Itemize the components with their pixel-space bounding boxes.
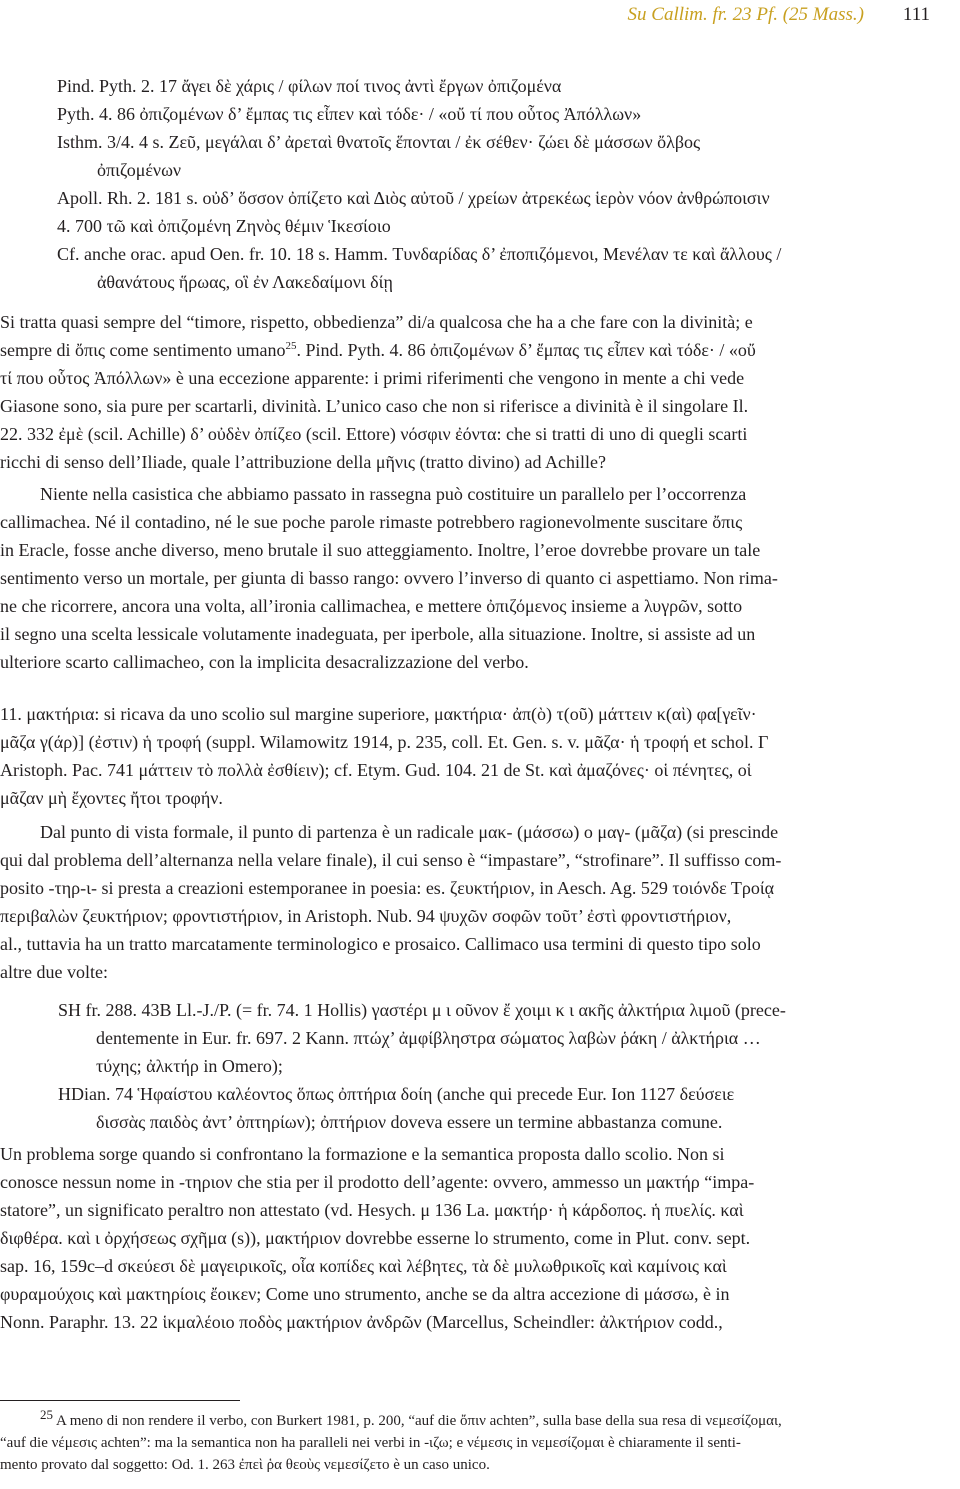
paragraph-line: 22. 332 ἐμὲ (scil. Achille) δ’ οὐδὲν ὀπίζεο (scil. Ettore) νόσφιν ἐόντα: che si tratti di uno di quegli scarti <box>0 424 748 444</box>
quote-line: δισσὰς παιδὸς ἀντ’ ὀπτηρίων); ὀπτήριον doveva essere un termine abbastanza comune. <box>96 1112 723 1132</box>
paragraph-line: διφθέρα. καὶ ι ὀρχήσεως σχῆμα (s)), μακτήριον dovrebbe esserne lo strumento, come in Plut. conv. sept. <box>0 1228 751 1248</box>
footnote-ref: 25 <box>285 340 297 352</box>
paragraph-line: Aristoph. Pac. 741 μάττειν τὸ πολλὰ ἐσθίειν); cf. Etym. Gud. 104. 21 de St. καὶ ἀμαζόνες· οἱ πένητες, οἱ <box>0 760 752 780</box>
quote-line: τύχης; ἀλκτήρ in Omero); <box>96 1056 283 1076</box>
paragraph-line: conosce nessun nome in -τηριον che stia per il prodotto dell’agente: ovvero, ammesso un μακτήρ “impa- <box>0 1172 755 1192</box>
text-run: . Pind. Pyth. 4. 86 ὀπιζομένων δ’ ἔμπας τις εἶπεν καὶ τόδε· / «οὔ <box>296 340 756 360</box>
paragraph-line: μᾶζαν μὴ ἔχοντες ἤτοι τροφήν. <box>0 788 223 808</box>
quote-line: dentemente in Eur. fr. 697. 2 Kann. πτώχ’ ἀμφίβληστρα σώματος λαβὼν ῥάκη / ἀλκτήρια … <box>96 1028 761 1048</box>
paragraph-line: al., tuttavia ha un tratto marcatamente terminologico e prosaico. Callimaco usa termini di questo tipo solo <box>0 934 761 954</box>
paragraph-line: Niente nella casistica che abbiamo passato in rassegna può costituire un parallelo per l’occorrenza <box>40 484 747 504</box>
running-title: Su Callim. fr. 23 Pf. (25 Mass.) <box>627 4 864 25</box>
paragraph-line: μᾶζα γ(άρ)] (ἐστιν) ἡ τροφή (suppl. Wilamowitz 1914, p. 235, coll. Et. Gen. s. v. μᾶζα· ἡ τροφή et schol. Γ <box>0 732 769 752</box>
footnote-line: “auf die νέμεσις achten”: ma la semantica non ha paralleli nei verbi in -ιζω; e νέμεσις in νεμεσίζομαι è chiaramente il senti- <box>0 1435 741 1451</box>
footnote-line: mento provato dal soggetto: Od. 1. 263 ἐπεὶ ῥα θεοὺς νεμεσίζετο è un caso unico. <box>0 1457 490 1473</box>
paragraph-line: callimachea. Né il contadino, né le sue poche parole rimaste potrebbero ragionevolmente suscitare ὄπις <box>0 512 743 532</box>
footnote-rule <box>0 1400 240 1401</box>
running-head <box>30 4 930 32</box>
paragraph-line: il segno una scelta lessicale volutamente inadeguata, per iperbole, alla situazione. Inoltre, si assiste ad un <box>0 624 756 644</box>
citation-line: Isthm. 3/4. 4 s. Ζεῦ, μεγάλαι δ’ ἀρεταὶ θνατοῖς ἕπονται / ἐκ σέθεν· ζώει δὲ μάσσων ὄλβος <box>57 132 701 152</box>
paragraph-line: Dal punto di vista formale, il punto di partenza è un radicale μακ- (μάσσω) o μαγ- (μᾶζα) (si prescinde <box>40 822 779 842</box>
quote-line: SH fr. 288. 43B Ll.-J./P. (= fr. 74. 1 Hollis) γαστέρι μ ι οῦνον ἔ χοιμι κ ι ακῆς ἀλκτήρια λιμοῦ (prece- <box>58 1000 786 1020</box>
paragraph-line: Un problema sorge quando si confrontano la formazione e la semantica proposta dallo scolio. Non si <box>0 1144 725 1164</box>
citation-line: ἀθανάτους ἥρωας, οἳ ἐν Λακεδαίμονι δίῃ <box>97 272 393 292</box>
citation-line: Apoll. Rh. 2. 181 s. οὐδ’ ὅσσον ὀπίζετο καὶ Διὸς αὐτοῦ / χρείων ἀτρεκέως ἱερὸν νόον ἀνθρώποισιν <box>57 188 770 208</box>
text-run: A meno di non rendere il verbo, con Burkert 1981, p. 200, “auf die ὄπιν achten”, sulla base della sua resa di νεμεσίζομαι, <box>55 1413 782 1429</box>
paragraph-line: in Eracle, fosse anche diverso, meno brutale il suo atteggiamento. Inoltre, l’eroe dovrebbe provare un tale <box>0 540 761 560</box>
paragraph-line: ricchi di senso dell’Iliade, quale l’attribuzione della μῆνις (tratto divino) ad Achille? <box>0 452 606 472</box>
paragraph-line: altre due volte: <box>0 962 108 982</box>
paragraph-line: περιβαλὼν ζευκτήριον; φροντιστήριον, in Aristoph. Nub. 94 ψυχῶν σοφῶν τοῦτ’ ἐστὶ φροντιστήριον, <box>0 906 732 926</box>
page-number: 111 <box>902 4 930 25</box>
paragraph-line: posito -τηρ-ι- si presta a creazioni estemporanee in poesia: es. ζευκτήριον, in Aesch. Ag. 529 τοιόνδε Τροίᾳ <box>0 878 775 898</box>
paragraph-line: 11. μακτήρια: si ricava da uno scolio sul margine superiore, μακτήρια· ἀπ(ὸ) τ(οῦ) μάττειν κ(αὶ) φα[γεῖν· <box>0 704 757 724</box>
text-run: sempre di ὄπις come sentimento umano <box>0 340 286 360</box>
paragraph-line: τί που οὗτος Ἀπόλλων» è una eccezione apparente: i primi riferimenti che vengono in mente a chi vede <box>0 368 745 388</box>
paragraph-line <box>0 336 756 364</box>
paragraph-line: ne che ricorrere, ancora una volta, all’ironia callimachea, e mettere ὀπιζόμενος insieme a λυγρῶν, sotto <box>0 596 743 616</box>
paragraph-line: statore”, un significato peraltro non attestato (vd. Hesych. μ 136 La. μακτήρ· ἡ κάρδοπος. ἡ πυελίς. καὶ <box>0 1200 744 1220</box>
quote-line: HDian. 74 Ἡφαίστου καλέοντος ὅπως ὀπτήρια δοίη (anche qui precede Eur. Ion 1127 δεύσειε <box>58 1084 735 1104</box>
citation-line: ὀπιζομένων <box>97 160 182 180</box>
footnote-line <box>40 1407 782 1432</box>
citation-line: 4. 700 τῶ καὶ ὀπιζομένη Ζηνὸς θέμιν Ἱκεσίοιο <box>57 216 391 236</box>
paragraph-line: Nonn. Paraphr. 13. 22 ἱκμαλέοιο ποδὸς μακτήριον ἀνδρῶν (Marcellus, Scheindler: ἀλκτήριον codd., <box>0 1312 723 1332</box>
paragraph-line: sentimento verso un mortale, per giunta di basso rango: ovvero l’inverso di quanto ci aspettiamo. Non rima- <box>0 568 778 588</box>
citation-line: Cf. anche orac. apud Oen. fr. 10. 18 s. Hamm. Τυνδαρίδας δ’ ἐποπιζόμενοι, Μενέλαν τε καὶ ἄλλους / <box>57 244 782 264</box>
footnote-number: 25 <box>40 1407 53 1422</box>
citation-line: Pind. Pyth. 2. 17 ἄγει δὲ χάρις / φίλων ποί τινος ἀντὶ ἔργων ὀπιζομένα <box>57 76 562 96</box>
paragraph-line: Giasone sono, sia pure per scartarli, divinità. L’unico caso che non si riferisce a divinità è il singolare Il. <box>0 396 749 416</box>
paragraph-line: ulteriore scarto callimacheo, con la implicita desacralizzazione del verbo. <box>0 652 529 672</box>
paragraph-line: φυραμούχοις καὶ μακτηρίοις ἔοικεν; Come uno strumento, anche se da altra accezione di μάσσω, è in <box>0 1284 730 1304</box>
paragraph-line: sap. 16, 159c–d σκεύεσι δὲ μαγειρικοῖς, οἷα κοπίδες καὶ λέβητες, τὰ δὲ μυλωθρικοῖς καὶ καμίνοις καὶ <box>0 1256 727 1276</box>
paragraph-line: Si tratta quasi sempre del “timore, rispetto, obbedienza” di/a qualcosa che ha a che fare con la divinità; e <box>0 312 753 332</box>
citation-line: Pyth. 4. 86 ὀπιζομένων δ’ ἔμπας τις εἶπεν καὶ τόδε· / «οὔ τί που οὗτος Ἀπόλλων» <box>57 104 642 124</box>
paragraph-line: qui dal problema dell’alternanza nella velare finale), il cui senso è “impastare”, “strofinare”. Il suffisso com- <box>0 850 782 870</box>
